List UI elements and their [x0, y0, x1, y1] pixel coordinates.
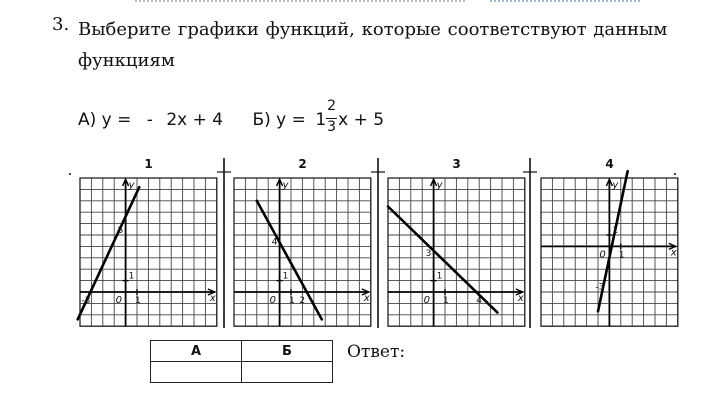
- origin-label: 0: [423, 295, 430, 306]
- origin-label: 0: [115, 295, 122, 306]
- x-mark-label: 2: [299, 296, 306, 306]
- answer-header-a: А: [151, 341, 242, 362]
- x-axis-label: x: [517, 293, 524, 304]
- x-mark-label: 4: [476, 296, 482, 306]
- formula-a-rest: 2х + 4: [166, 110, 224, 130]
- graph-2-number: 2: [298, 157, 307, 171]
- x-mark-label: -3: [81, 296, 91, 306]
- answer-cell-a[interactable]: [151, 362, 242, 383]
- answer-label: Ответ:: [347, 342, 406, 362]
- formula-b-rest: х + 5: [338, 110, 385, 130]
- formula-b-whole: 1: [315, 110, 327, 130]
- y-axis-label: y: [282, 180, 289, 191]
- answer-table: [150, 340, 333, 383]
- answer-cell-b[interactable]: [242, 362, 333, 383]
- y-unit-label: 1: [282, 271, 289, 282]
- origin-label: 0: [599, 249, 606, 261]
- answer-header-b: Б: [242, 341, 333, 362]
- graph-1-number: 1: [144, 157, 153, 171]
- y-mark-label: 5: [117, 226, 124, 236]
- x-axis-label: x: [670, 247, 677, 259]
- y-mark-label: -3: [595, 282, 605, 293]
- formula-b-denominator: 3: [327, 119, 337, 135]
- x-axis-label: x: [363, 293, 370, 304]
- formula-b-prefix: Б) у =: [252, 110, 306, 130]
- y-axis-label: y: [612, 180, 619, 191]
- origin-label: 0: [269, 295, 276, 306]
- dot-mark: [69, 173, 71, 175]
- y-axis-label: y: [128, 180, 135, 191]
- y-mark-label: 4: [271, 237, 278, 248]
- question-number: 3.: [52, 14, 70, 35]
- y-unit-label: 1: [612, 226, 619, 236]
- x-unit-label: 1: [443, 296, 449, 306]
- x-unit-label: 1: [135, 296, 141, 306]
- formula-a-prefix: А) у =: [78, 110, 132, 130]
- question-text: Выберите графики функций, которые соответствуют данным функциям: [78, 19, 668, 71]
- x-unit-label: 1: [618, 250, 625, 261]
- x-axis-label: x: [209, 293, 216, 304]
- dot-mark: [674, 173, 676, 175]
- y-mark-label: 3: [425, 248, 432, 259]
- graph-4-number: 4: [605, 157, 614, 171]
- formula-a-minus: -: [146, 110, 153, 130]
- graph-3-number: 3: [452, 157, 461, 171]
- y-unit-label: 1: [128, 271, 135, 282]
- y-axis-label: y: [436, 180, 443, 191]
- x-unit-label: 1: [289, 296, 295, 306]
- formula-b-numerator: 2: [327, 98, 337, 114]
- y-unit-label: 1: [436, 271, 443, 282]
